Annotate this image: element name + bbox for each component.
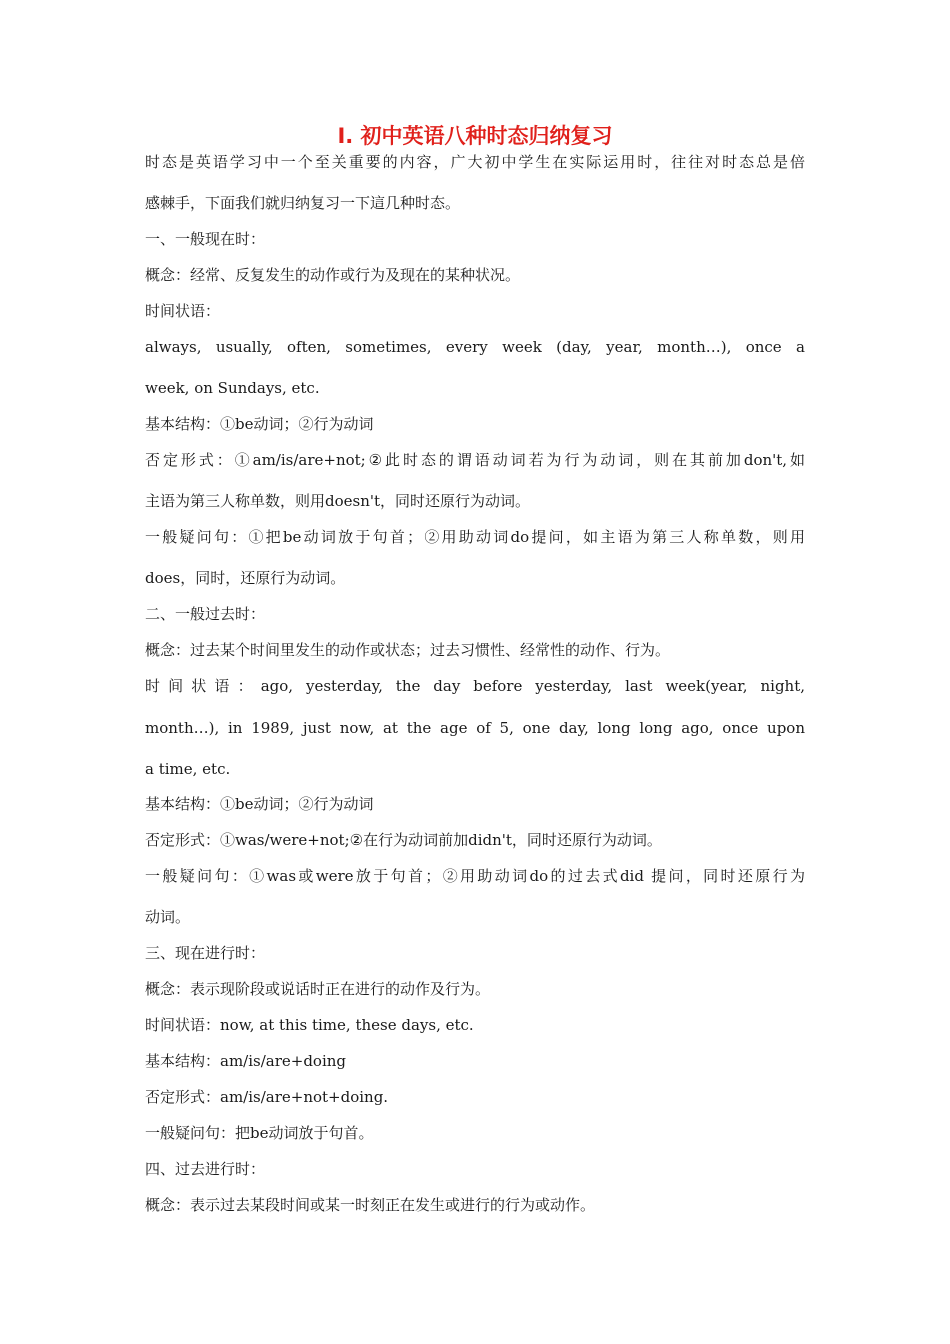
paragraph-line: 否定形式：①was/were+not;②在行为动词前加didn't，同时还原行为动词。: [145, 831, 662, 849]
paragraph-line: month…), in 1989, just now, at the age of 5, one day, long long ago, once upon: [145, 719, 805, 737]
paragraph-line: 一般疑问句：①把be动词放于句首；②用助动词do提问，如主语为第三人称单数，则用: [145, 528, 805, 546]
paragraph-line: 时间状语：now, at this time, these days, etc.: [145, 1016, 474, 1034]
section-heading: 三、现在进行时：: [145, 944, 266, 962]
document-title: Ⅰ. 初中英语八种时态归纳复习: [337, 124, 613, 148]
paragraph-line: a time, etc.: [145, 760, 231, 778]
paragraph-line: week, on Sundays, etc.: [145, 379, 320, 397]
paragraph-line: 主语为第三人称单数，则用doesn't，同时还原行为动词。: [145, 492, 531, 510]
paragraph-line: 时间状语：ago, yesterday, the day before yesterday, last week(year, night,: [145, 677, 805, 695]
paragraph-line: 否定形式：①am/is/are+not;②此时态的谓语动词若为行为动词，则在其前加don't,如: [145, 451, 805, 469]
paragraph-line: 基本结构：①be动词；②行为动词: [145, 415, 374, 433]
paragraph-line: 一般疑问句：把be动词放于句首。: [145, 1124, 374, 1142]
section-heading: 四、过去进行时：: [145, 1160, 266, 1178]
paragraph-line: 一般疑问句：①was或were放于句首；②用助动词do的过去式did 提问，同时还原行为: [145, 867, 805, 885]
paragraph-line: 基本结构：①be动词；②行为动词: [145, 795, 374, 813]
paragraph-line: 否定形式：am/is/are+not+doing.: [145, 1088, 389, 1106]
paragraph-line: 概念：过去某个时间里发生的动作或状态；过去习惯性、经常性的动作、行为。: [145, 641, 671, 659]
paragraph-line: 概念：经常、反复发生的动作或行为及现在的某种状况。: [145, 266, 521, 284]
paragraph-line: 时态是英语学习中一个至关重要的内容，广大初中学生在实际运用时，往往对时态总是倍: [145, 153, 805, 171]
paragraph-line: 概念：表示过去某段时间或某一时刻正在发生或进行的行为或动作。: [145, 1196, 596, 1214]
paragraph-line: 基本结构：am/is/are+doing: [145, 1052, 347, 1070]
paragraph-line: 概念：表示现阶段或说话时正在进行的动作及行为。: [145, 980, 491, 998]
paragraph-line: does，同时，还原行为动词。: [145, 569, 346, 587]
section-heading: 二、一般过去时：: [145, 605, 266, 623]
paragraph-line: 动词。: [145, 908, 191, 926]
paragraph-line: 时间状语：: [145, 302, 221, 320]
section-heading: 一、一般现在时：: [145, 230, 266, 248]
paragraph-line: always, usually, often, sometimes, every week (day, year, month…), once a: [145, 338, 805, 356]
paragraph-line: 感棘手，下面我们就归纳复习一下這几种时态。: [145, 194, 461, 212]
